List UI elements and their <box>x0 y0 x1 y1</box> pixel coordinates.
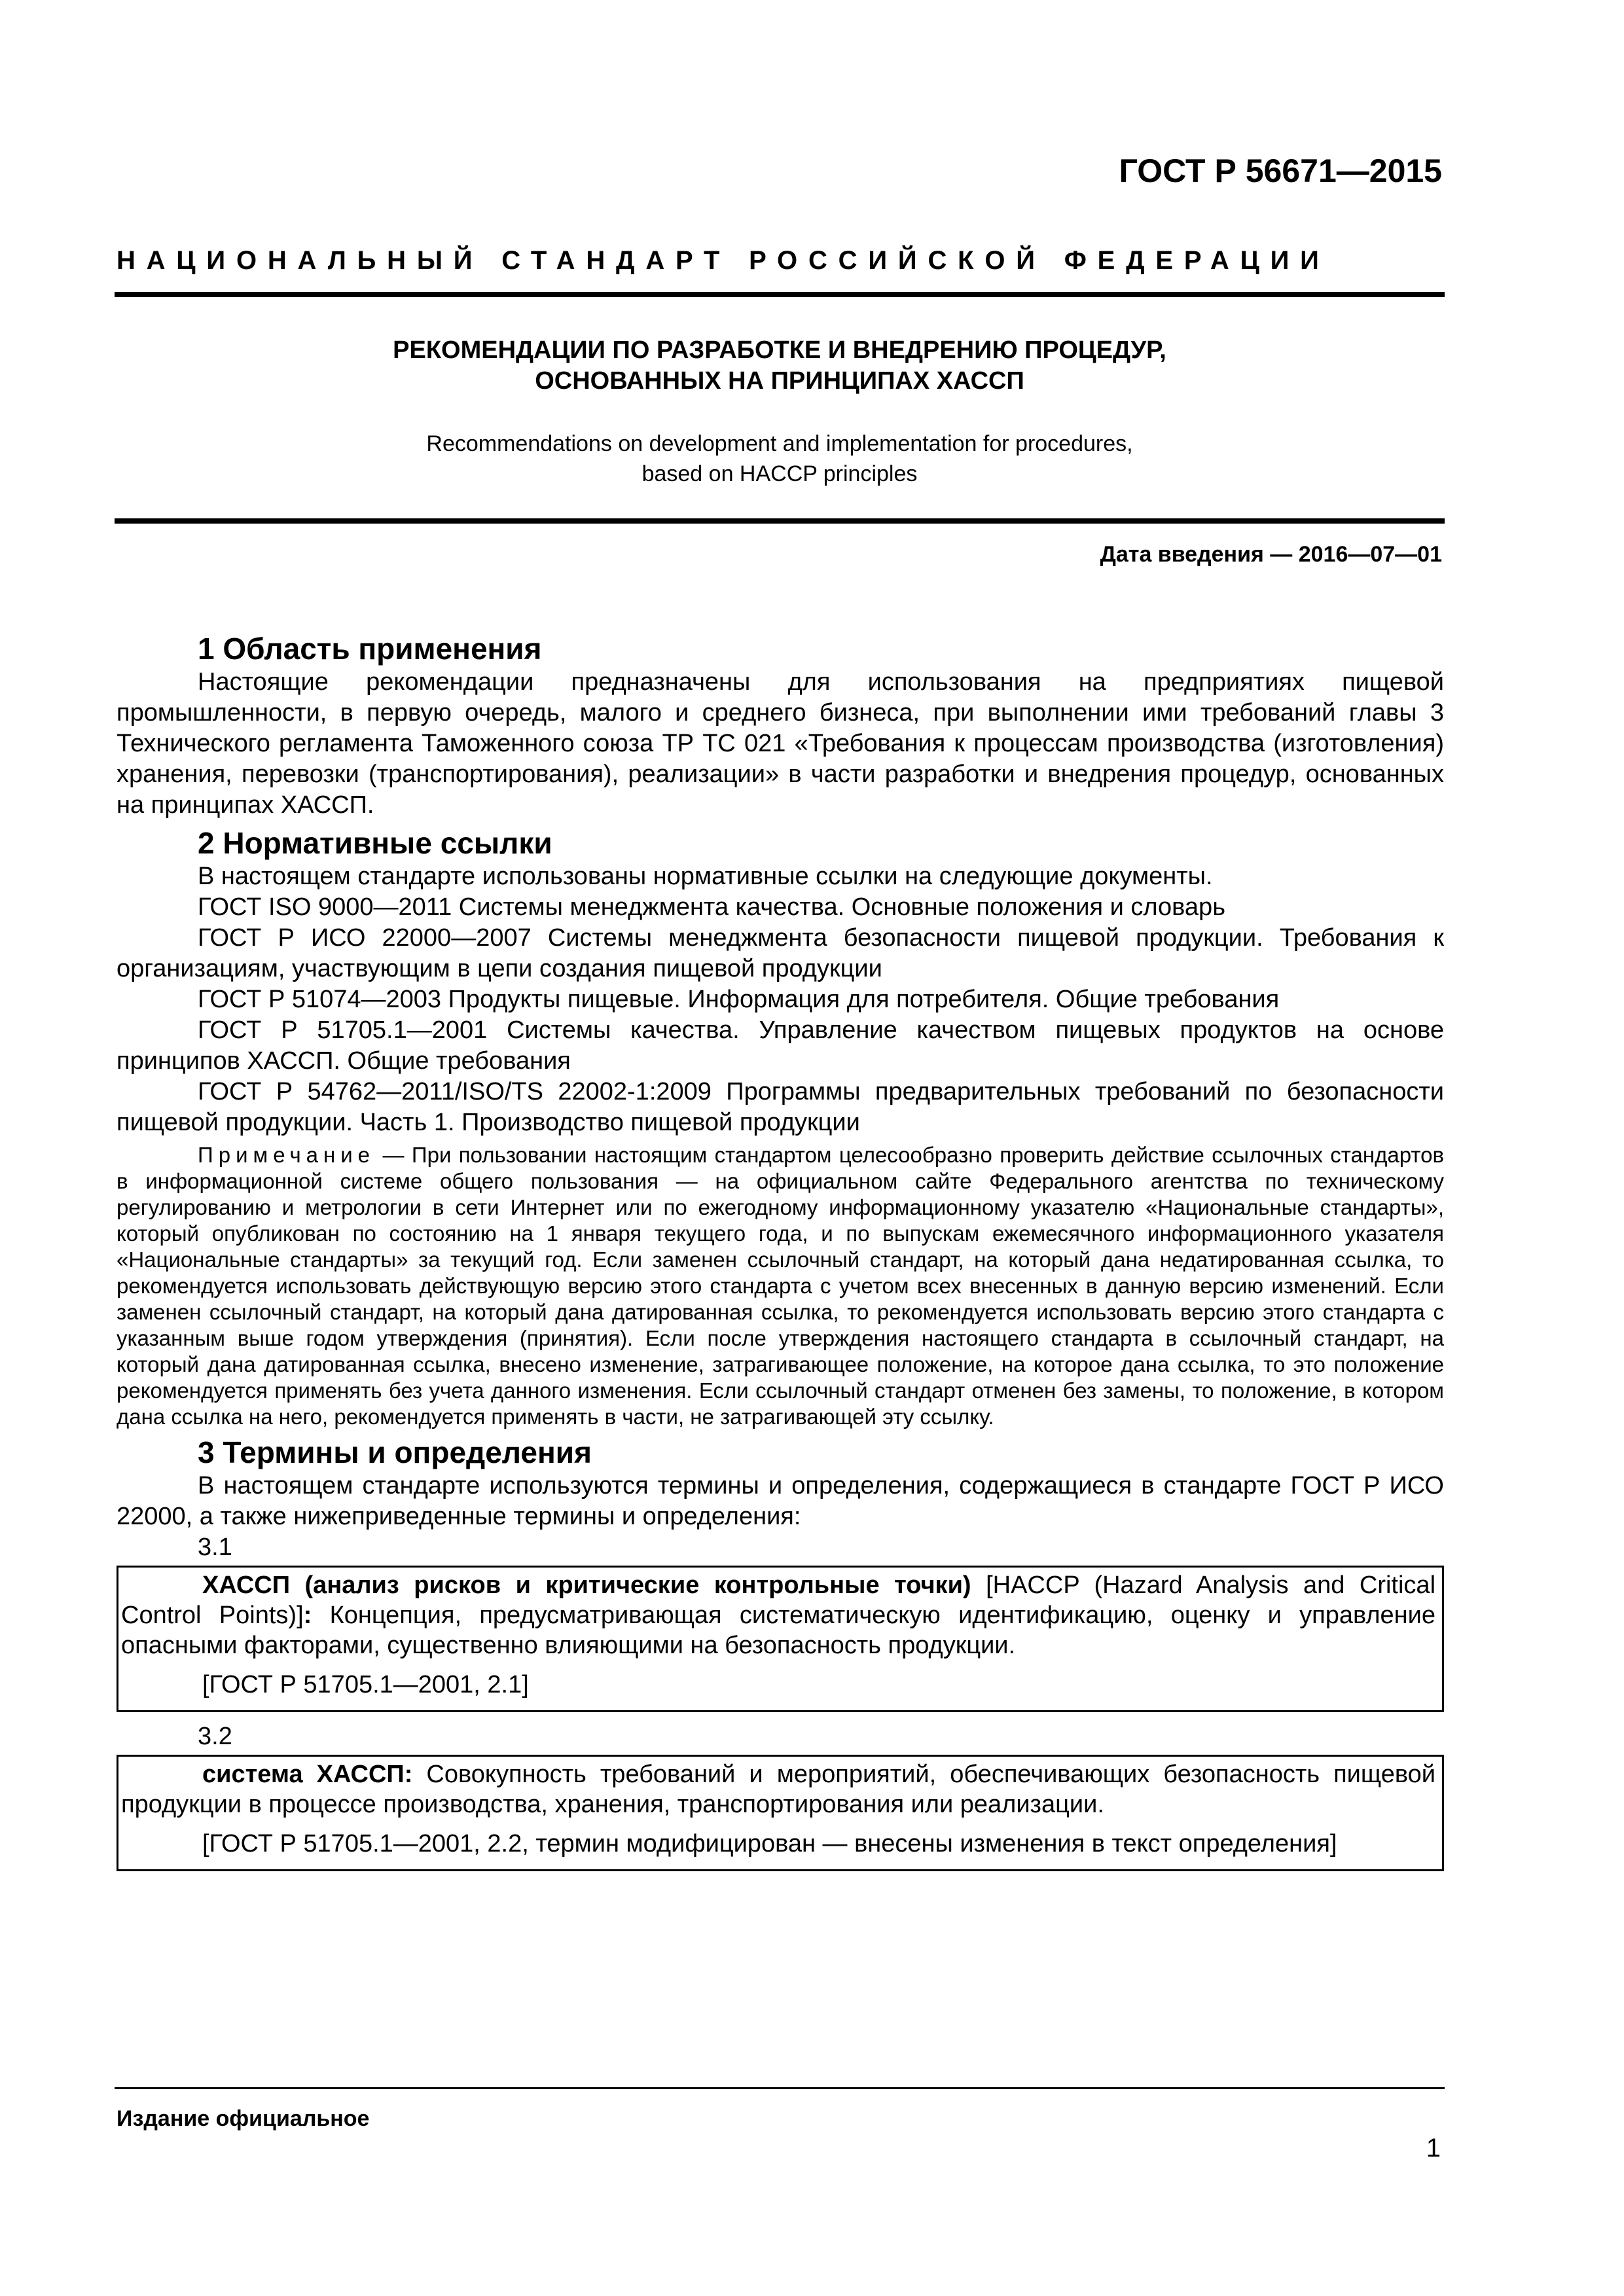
section-heading-references: 2 Нормативные ссылки <box>198 826 552 860</box>
page-number: 1 <box>1426 2134 1441 2162</box>
note-label: Примечание <box>198 1143 376 1167</box>
term-definition <box>121 1759 1435 1820</box>
section-heading-terms: 3 Термины и определения <box>198 1435 592 1469</box>
section-heading-scope: 1 Область применения <box>198 632 542 666</box>
term-definition: ХАССП (анализ рисков и критические контрольные точки) [HACCP (Hazard Analysis and Critical Control Points)]: Концепция, предусматривающая систематическую идентификацию, оценку и управление опасными факторами, существенно влияющими на безопасность продукции. <box>121 1571 1436 1659</box>
term-source: [ГОСТ Р 51705.1—2001, 2.2, термин модифицирован — внесены изменения в текст определения] <box>202 1830 1337 1857</box>
term-english: [HACCP (Hazard Analysis and Critical Control Points)] <box>121 1571 1436 1629</box>
references-intro: В настоящем стандарте использованы нормативные ссылки на следующие документы. <box>198 863 1213 890</box>
references-note <box>117 1142 1444 1430</box>
term-definition-text: Концепция, предусматривающая систематическую идентификацию, оценку и управление опасными факторами, существенно влияющими на безопасность продукции. <box>121 1602 1435 1659</box>
scope-paragraph: Настоящие рекомендации предназначены для использования на предприятиях пищевой промышленности, в первую очередь, малого и среднего бизнеса, при выполнении ими требований главы 3 Технического регламента Таможенного союза ТР ТС 021 «Требования к процессам производства (изготовления) хранения, перевозки (транспортирования), реализации» в части разработки и внедрения процедур, основанных на принципах ХАССП. <box>117 668 1444 819</box>
reference-item: ГОСТ Р 54762—2011/ISO/TS 22002-1:2009 Программы предварительных требований по безопасности пищевой продукции. Часть 1. Производство пищевой продукции <box>117 1078 1444 1136</box>
introduction-date: Дата введения — 2016—07—01 <box>1100 542 1442 567</box>
reference-item: ГОСТ ISO 9000—2011 Системы менеджмента качества. Основные положения и словарь <box>198 893 1225 921</box>
term-number: 3.1 <box>198 1534 232 1561</box>
term-box <box>117 1755 1444 1871</box>
official-edition-label: Издание официальное <box>117 2106 370 2131</box>
title-rule <box>115 518 1445 524</box>
national-standard-caption: НАЦИОНАЛЬНЫЙ СТАНДАРТ РОССИЙСКОЙ ФЕДЕРАЦИИ <box>117 246 1330 275</box>
term-name: система ХАССП: <box>202 1761 413 1788</box>
term-number: 3.2 <box>198 1723 232 1750</box>
document-title-ru: РЕКОМЕНДАЦИИ ПО РАЗРАБОТКЕ И ВНЕДРЕНИЮ ПРОЦЕДУР, ОСНОВАННЫХ НА ПРИНЦИПАХ ХАССП <box>393 336 1166 395</box>
term-definition-text: Совокупность требований и мероприятий, обеспечивающих безопасность пищевой продукции в процессе производства, хранения, транспортирования или реализации. <box>121 1761 1435 1818</box>
document-body <box>117 630 1444 1880</box>
reference-item: ГОСТ Р 51705.1—2001 Системы качества. Управление качеством пищевых продуктов на основе принципов ХАССП. Общие требования <box>117 1016 1444 1075</box>
reference-item: ГОСТ Р ИСО 22000—2007 Системы менеджмента безопасности пищевой продукции. Требования к организациям, участвующим в цепи создания пищевой продукции <box>117 924 1444 982</box>
note-text: — При пользовании настоящим стандартом целесообразно проверить действие ссылочных стандартов в информационной системе общего пользования — на официальном сайте Федерального агентства по техническому регулированию и метрологии в сети Интернет или по ежегодному информационному указателю «Национальные стандарты», который опубликован по состоянию на 1 января текущего года, и по выпускам ежемесячного информационного указателя «Национальные стандарты» за текущий год. Если заменен ссылочный стандарт, на который дана недатированная ссылка, то рекомендуется использовать действующую версию этого стандарта с учетом всех внесенных в данную версию изменений. Если заменен ссылочный стандарт, на который дана датированная ссылка, то рекомендуется использовать версию этого стандарта с указанным выше годом утверждения (принятия). Если после утверждения настоящего стандарта в ссылочный стандарт, на который дана датированная ссылка, внесено изменение, затрагивающее положение, на которое дана ссылка, то это положение рекомендуется применять без учета данного изменения. Если ссылочный стандарт отменен без замены, то положение, в котором дана ссылка на него, рекомендуется применять в части, не затрагивающей эту ссылку. <box>117 1143 1444 1429</box>
standard-code: ГОСТ Р 56671—2015 <box>1119 152 1442 189</box>
term-name: ХАССП (анализ рисков и критические контрольные точки) <box>202 1571 971 1599</box>
term-source: [ГОСТ Р 51705.1—2001, 2.1] <box>202 1671 529 1698</box>
terms-intro: В настоящем стандарте используются термины и определения, содержащиеся в стандарте ГОСТ Р ИСО 22000, а также нижеприведенные термины и определения: <box>117 1472 1444 1530</box>
term-box <box>117 1566 1444 1712</box>
footer-rule <box>115 2087 1445 2089</box>
reference-item: ГОСТ Р 51074—2003 Продукты пищевые. Информация для потребителя. Общие требования <box>198 986 1280 1013</box>
header-rule <box>115 292 1445 297</box>
document-title-en: Recommendations on development and implementation for procedures, based on HACCP principles <box>426 431 1133 486</box>
